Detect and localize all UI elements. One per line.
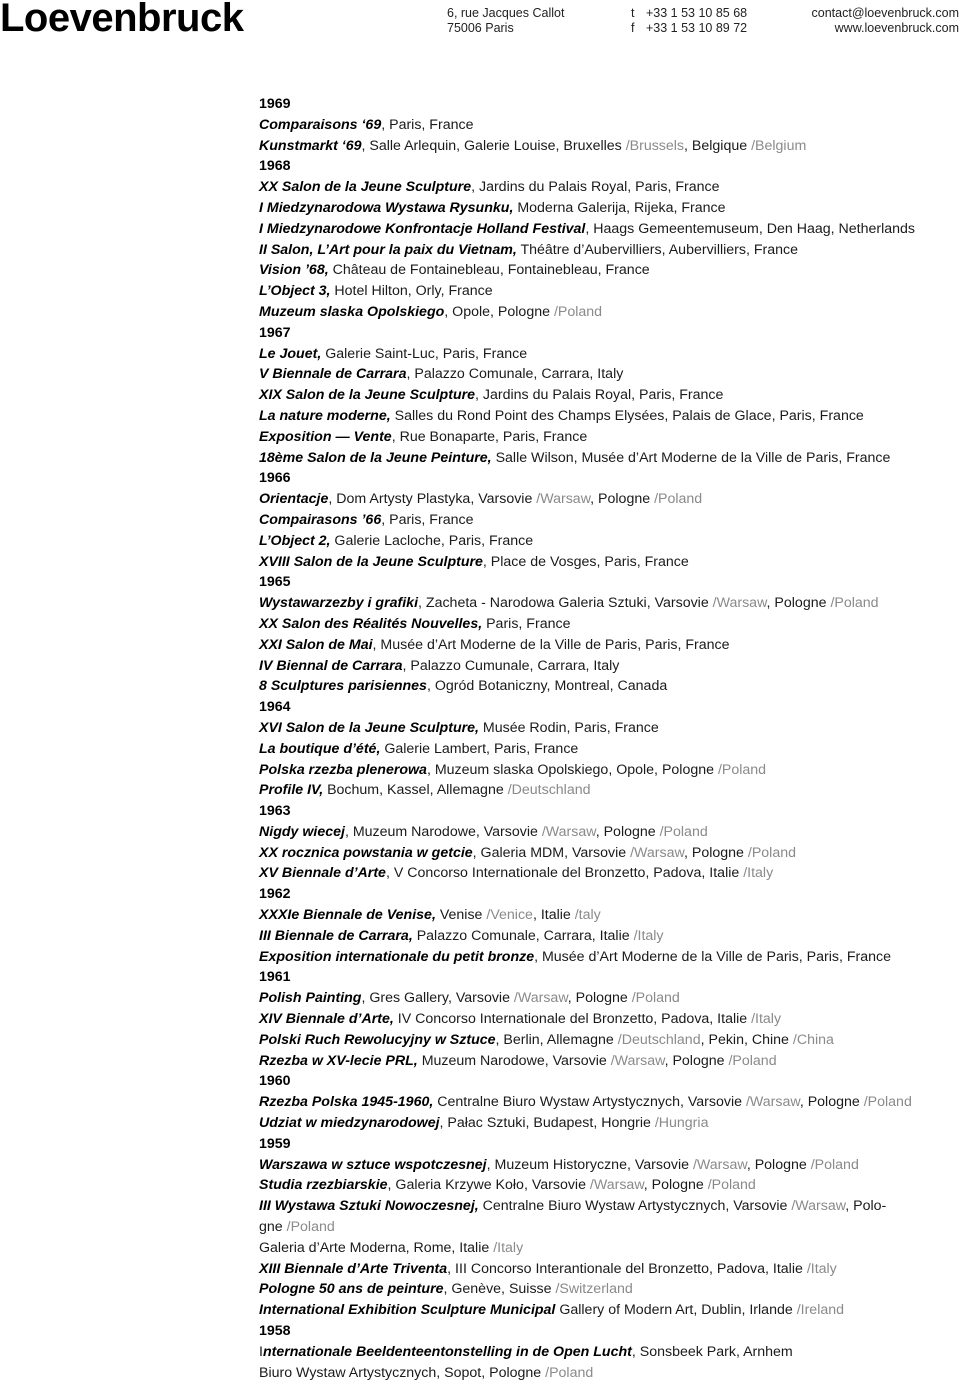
exhibition-entry [259, 905, 959, 926]
exhibition-venue: IV Concorso Internationale del Bronzetto, Padova, Italie [393, 1011, 752, 1028]
translation-note: /Poland [631, 990, 680, 1007]
exhibition-venue: , V Concorso Internationale del Bronzetto, Padova, Italie [385, 865, 744, 882]
exhibition-entry [259, 1363, 959, 1384]
translation-note: /Italy [743, 865, 774, 882]
exhibition-venue: , Palazzo Comunale, Carrara, Italy [406, 366, 624, 383]
exhibition-entry [259, 676, 959, 697]
exhibition-title: International Exhibition Sculpture Municipal [259, 1302, 556, 1319]
exhibition-title: XIX Salon de la Jeune Sculpture [259, 387, 476, 404]
translation-note: /Venice [486, 907, 533, 924]
exhibition-entry [259, 344, 959, 365]
translation-note: /Poland [810, 1156, 859, 1173]
exhibition-venue: , Polo- [845, 1198, 887, 1215]
email-link[interactable]: contact@loevenbruck.com [811, 6, 959, 20]
exhibition-venue: , Pologne [567, 990, 632, 1007]
exhibition-venue: Paris, France [482, 615, 571, 632]
exhibition-entry [259, 1175, 959, 1196]
translation-note: /Poland [747, 844, 796, 861]
exhibition-title: Profile IV, [259, 782, 324, 799]
exhibition-title: Warszawa w sztuce wspotczesnej [259, 1156, 487, 1173]
exhibition-entry [259, 593, 959, 614]
exhibition-venue: , III Concorso Interantionale del Bronzetto, Padova, Italie [447, 1260, 807, 1277]
exhibition-title: XIII Biennale d’Arte Triventa [259, 1260, 448, 1277]
exhibition-entry [259, 198, 959, 219]
exhibition-entry [259, 1196, 959, 1217]
exhibition-venue: , Berlin, Allemagne [495, 1031, 618, 1048]
address-street: 6, rue Jacques Callot [447, 6, 565, 20]
year-heading: 1969 [259, 96, 291, 112]
phone-key: t [631, 6, 635, 20]
exhibition-venue: Bochum, Kassel, Allemagne [323, 782, 508, 799]
translation-note: /Poland [830, 595, 879, 612]
exhibition-entry [259, 1092, 959, 1113]
year-heading: 1966 [259, 470, 291, 487]
translation-note: /Warsaw [610, 1052, 665, 1069]
exhibition-entry [259, 947, 959, 968]
exhibition-title: Udziat w miedzynarodowej [259, 1115, 440, 1132]
translation-note: /Poland [654, 491, 703, 508]
year-heading: 1962 [259, 886, 291, 903]
exhibition-entry [259, 1259, 959, 1280]
year-heading: 1960 [259, 1073, 291, 1090]
exhibition-venue: , Pologne [664, 1052, 729, 1069]
exhibition-venue: , Muzeum Historyczne, Varsovie [486, 1156, 693, 1173]
exhibition-venue: , Dom Artysty Plastyka, Varsovie [328, 491, 537, 508]
translation-note: /Italy [493, 1239, 524, 1256]
exhibition-title: Comparaisons ‘69 [259, 116, 382, 133]
year-heading: 1961 [259, 969, 291, 986]
translation-note: /Italy [751, 1011, 782, 1028]
phone-block [631, 6, 747, 36]
exhibition-title: L’Object 2, [259, 532, 331, 549]
translation-note: /Warsaw [513, 990, 568, 1007]
exhibition-venue: Musée Rodin, Paris, France [478, 719, 659, 736]
exhibition-venue: , Zacheta - Narodowa Galeria Sztuki, Varsovie [418, 595, 713, 612]
exhibition-entry [259, 1155, 959, 1176]
exhibition-title: Wystawarzezby i grafiki [259, 595, 419, 612]
exhibition-title: XVI Salon de la Jeune Sculpture, [259, 719, 479, 736]
exhibition-venue: , Jardins du Palais Royal, Paris, France [475, 387, 724, 404]
exhibition-venue: Centralne Biuro Wystaw Artystycznych, Varsovie [478, 1198, 792, 1215]
exhibition-entry [259, 489, 959, 510]
exhibition-venue: , Jardins du Palais Royal, Paris, France [471, 179, 720, 196]
translation-note: /Warsaw [589, 1177, 644, 1194]
translation-note: /Poland [863, 1094, 912, 1111]
exhibition-entry [259, 926, 959, 947]
translation-note: /Hungria [654, 1115, 709, 1132]
year-heading: 1968 [259, 158, 291, 175]
exhibition-venue: , Belgique [684, 137, 752, 154]
exhibition-venue: , Pologne [590, 491, 655, 508]
exhibition-title: XXXIe Biennale de Venise, [259, 907, 436, 924]
exhibition-venue: , Galeria Krzywe Koło, Varsovie [387, 1177, 590, 1194]
exhibition-venue: , Haags Gemeentemuseum, Den Haag, Netherlands [585, 220, 916, 237]
year-heading: 1963 [259, 803, 291, 820]
exhibition-entry [259, 1113, 959, 1134]
exhibition-title: Muzeum slaska Opolskiego [259, 303, 445, 320]
exhibition-title: II Salon, L’Art pour la paix du Vietnam, [259, 241, 517, 258]
website-link[interactable]: www.loevenbruck.com [834, 21, 959, 35]
exhibition-venue: , Salle Arlequin, Galerie Louise, Bruxelles [361, 137, 626, 154]
contact-block [812, 6, 959, 36]
exhibition-venue: , Pologne [595, 823, 660, 840]
exhibition-venue: Galerie Lambert, Paris, France [380, 740, 579, 757]
exhibition-title: Studia rzezbiarskie [259, 1177, 388, 1194]
exhibition-entry [259, 822, 959, 843]
exhibition-entry [259, 1051, 959, 1072]
exhibition-entry [259, 843, 959, 864]
address-block [447, 6, 564, 36]
exhibition-list [259, 94, 959, 1383]
translation-note: /Italy [633, 927, 664, 944]
translation-note: /Italy [806, 1260, 837, 1277]
address-city: 75006 Paris [447, 21, 514, 35]
exhibition-venue: , Place de Vosges, Paris, France [482, 553, 689, 570]
exhibition-venue: , Pologne [746, 1156, 811, 1173]
exhibition-title: nternationale Beeldenteentonstelling in de Open Lucht [262, 1343, 632, 1360]
exhibition-title: Pologne 50 ans de peinture [259, 1281, 444, 1298]
exhibition-venue: Biuro Wystaw Artystycznych, Sopot, Pologne [259, 1364, 546, 1381]
exhibition-entry [259, 406, 959, 427]
translation-note: /Warsaw [712, 595, 767, 612]
exhibition-title: Orientacje [259, 491, 329, 508]
exhibition-title: 18ème Salon de la Jeune Peinture, [259, 449, 492, 466]
exhibition-title: Rzezba Polska 1945-1960, [259, 1094, 434, 1111]
year-heading: 1958 [259, 1323, 291, 1340]
exhibition-venue: Hotel Hilton, Orly, France [330, 283, 493, 300]
gallery-logo: Loevenbruck [0, 0, 244, 40]
exhibition-title: L’Object 3, [259, 283, 331, 300]
exhibition-entry [259, 863, 959, 884]
exhibition-entry [259, 552, 959, 573]
exhibition-title: XV Biennale d’Arte [259, 865, 386, 882]
exhibition-venue: , Gres Gallery, Varsovie [361, 990, 514, 1007]
exhibition-title: XX Salon de la Jeune Sculpture [259, 179, 472, 196]
exhibition-venue: , Italie [532, 907, 575, 924]
translation-note: /Poland [717, 761, 767, 778]
exhibition-venue: Salle Wilson, Musée d’Art Moderne de la Ville de Paris, France [491, 449, 891, 466]
translation-note: /Poland [545, 1364, 594, 1381]
exhibition-entry [259, 739, 959, 760]
exhibition-venue: , Galeria MDM, Varsovie [472, 844, 631, 861]
exhibition-venue: , Pologne [643, 1177, 708, 1194]
exhibition-title: I Miedzynarodowa Wystawa Rysunku, [259, 199, 514, 216]
letterhead [0, 0, 960, 44]
exhibition-venue: , Palazzo Cumunale, Carrara, Italy [402, 657, 620, 674]
translation-note: /Warsaw [692, 1156, 747, 1173]
exhibition-title: Polish Painting [259, 990, 362, 1007]
exhibition-title: Le Jouet, [259, 345, 322, 362]
exhibition-title: Nigdy wiecej [259, 823, 345, 840]
fax-line [631, 21, 747, 36]
exhibition-title: III Biennale de Carrara, [259, 927, 413, 944]
exhibition-venue: Gallery of Modern Art, Dublin, Irlande [555, 1302, 797, 1319]
exhibition-entry [259, 240, 959, 261]
exhibition-entry [259, 780, 959, 801]
exhibition-venue: , Paris, France [381, 511, 474, 528]
exhibition-venue: , Genève, Suisse [443, 1281, 556, 1298]
exhibition-venue: , Pałac Sztuki, Budapest, Hongrie [439, 1115, 655, 1132]
exhibition-entry [259, 302, 959, 323]
exhibition-entry [259, 1030, 959, 1051]
exhibition-venue: , Rue Bonaparte, Paris, France [391, 428, 588, 445]
exhibition-entry [259, 448, 959, 469]
exhibition-entry [259, 635, 959, 656]
exhibition-title: XX rocznica powstania w getcie [259, 844, 473, 861]
phone-line [631, 6, 747, 21]
translation-note: /Warsaw [541, 823, 596, 840]
exhibition-entry [259, 115, 959, 136]
exhibition-venue: Salles du Rond Point des Champs Elysées, Palais de Glace, Paris, France [390, 407, 864, 424]
exhibition-entry [259, 1279, 959, 1300]
exhibition-venue: Galerie Saint-Luc, Paris, France [321, 345, 528, 362]
exhibition-title: XVIII Salon de la Jeune Sculpture [259, 553, 483, 570]
exhibition-title: I Miedzynarodowe Konfrontacje Holland Festival [259, 220, 586, 237]
translation-note: /Brussels [625, 137, 685, 154]
exhibition-venue: Muzeum Narodowe, Varsovie [417, 1052, 611, 1069]
translation-note: /Ireland [796, 1302, 845, 1319]
year-heading: 1964 [259, 699, 291, 716]
exhibition-entry [259, 1217, 959, 1238]
exhibition-entry [259, 718, 959, 739]
exhibition-entry [259, 281, 959, 302]
exhibition-venue: , Musée d’Art Moderne de la Ville de Paris, Paris, France [534, 948, 892, 965]
exhibition-venue: , Paris, France [381, 116, 474, 133]
translation-note: /Belgium [751, 137, 807, 154]
phone-number: +33 1 53 10 85 68 [646, 6, 748, 20]
exhibition-venue: , Pologne [683, 844, 748, 861]
exhibition-entry [259, 219, 959, 240]
exhibition-entry [259, 364, 959, 385]
exhibition-title: Kunstmarkt ‘69 [259, 137, 362, 154]
exhibition-venue: , Muzeum slaska Opolskiego, Opole, Pologne [426, 761, 718, 778]
exhibition-entry [259, 385, 959, 406]
translation-note: /Poland [286, 1219, 335, 1236]
year-heading: 1965 [259, 574, 291, 591]
translation-note: /Poland [728, 1052, 777, 1069]
exhibition-entry [259, 510, 959, 531]
exhibition-entry [259, 760, 959, 781]
exhibition-venue: Théâtre d’Aubervilliers, Aubervilliers, France [516, 241, 799, 258]
exhibition-title: 8 Sculptures parisiennes [259, 678, 427, 695]
translation-note: /Poland [553, 303, 603, 320]
fax-number: +33 1 53 10 89 72 [646, 21, 748, 35]
translation-note: /Switzerland [555, 1281, 633, 1298]
exhibition-title: La nature moderne, [259, 407, 391, 424]
exhibition-entry [259, 427, 959, 448]
translation-note: /taly [574, 907, 601, 924]
exhibition-entry [259, 1238, 959, 1259]
translation-note: /Warsaw [536, 491, 591, 508]
exhibition-venue: Palazzo Comunale, Carrara, Italie [412, 927, 634, 944]
translation-note: /Deutschland [617, 1031, 701, 1048]
exhibition-entry [259, 531, 959, 552]
translation-note: /Poland [707, 1177, 756, 1194]
exhibition-venue: , Muzeum Narodowe, Varsovie [344, 823, 542, 840]
exhibition-venue: Galerie Lacloche, Paris, France [330, 532, 534, 549]
translation-note: /Deutschland [507, 782, 591, 799]
exhibition-title: Polski Ruch Rewolucyjny w Sztuce [259, 1031, 496, 1048]
exhibition-entry [259, 177, 959, 198]
exhibition-entry [259, 988, 959, 1009]
exhibition-venue: , Opole, Pologne [444, 303, 554, 320]
translation-note: /Warsaw [630, 844, 684, 861]
exhibition-title: Rzezba w XV-lecie PRL, [259, 1052, 418, 1069]
exhibition-venue: , Ogród Botaniczny, Montreal, Canada [426, 678, 668, 695]
exhibition-title: XXI Salon de Mai [259, 636, 373, 653]
exhibition-entry [259, 1342, 959, 1363]
exhibition-entry [259, 656, 959, 677]
exhibition-venue: Centralne Biuro Wystaw Artystycznych, Varsovie [433, 1094, 746, 1111]
exhibition-venue: Moderna Galerija, Rijeka, France [513, 199, 726, 216]
exhibition-entry [259, 1300, 959, 1321]
exhibition-venue: , Pologne [766, 595, 831, 612]
exhibition-entry [259, 260, 959, 281]
translation-note: /Poland [659, 823, 708, 840]
exhibition-venue: Château de Fontainebleau, Fontainebleau, France [328, 262, 650, 279]
exhibition-venue: , Pologne [799, 1094, 864, 1111]
exhibition-entry [259, 1009, 959, 1030]
exhibition-venue: Venise [435, 907, 487, 924]
exhibition-title: V Biennale de Carrara [259, 366, 407, 383]
translation-note: /Warsaw [791, 1198, 846, 1215]
exhibition-venue: , Pekin, Chine [700, 1031, 793, 1048]
exhibition-title: Exposition — Vente [259, 428, 392, 445]
exhibition-title: III Wystawa Sztuki Nowoczesnej, [259, 1198, 479, 1215]
exhibition-venue: Galeria d’Arte Moderna, Rome, Italie [259, 1239, 494, 1256]
exhibition-entry [259, 614, 959, 635]
exhibition-venue: , Musée d’Art Moderne de la Ville de Paris, Paris, France [372, 636, 730, 653]
translation-note: /Warsaw [745, 1094, 800, 1111]
year-heading: 1959 [259, 1135, 291, 1152]
year-heading: 1967 [259, 324, 291, 341]
exhibition-title: XIV Biennale d’Arte, [259, 1011, 394, 1028]
exhibition-venue: gne [259, 1219, 287, 1236]
translation-note: /China [792, 1031, 834, 1048]
exhibition-title: Compairasons ’66 [259, 511, 382, 528]
exhibition-title: IV Biennal de Carrara [259, 657, 403, 674]
exhibition-title: Polska rzezba plenerowa [259, 761, 427, 778]
exhibition-venue: I [259, 1343, 263, 1360]
exhibition-entry [259, 136, 959, 157]
fax-key: f [631, 21, 635, 35]
exhibition-title: Vision ’68, [259, 262, 329, 279]
exhibition-title: La boutique d’été, [259, 740, 381, 757]
exhibition-venue: , Sonsbeek Park, Arnhem [631, 1343, 793, 1360]
exhibition-title: XX Salon des Réalités Nouvelles, [259, 615, 483, 632]
exhibition-title: Exposition internationale du petit bronze [259, 948, 535, 965]
